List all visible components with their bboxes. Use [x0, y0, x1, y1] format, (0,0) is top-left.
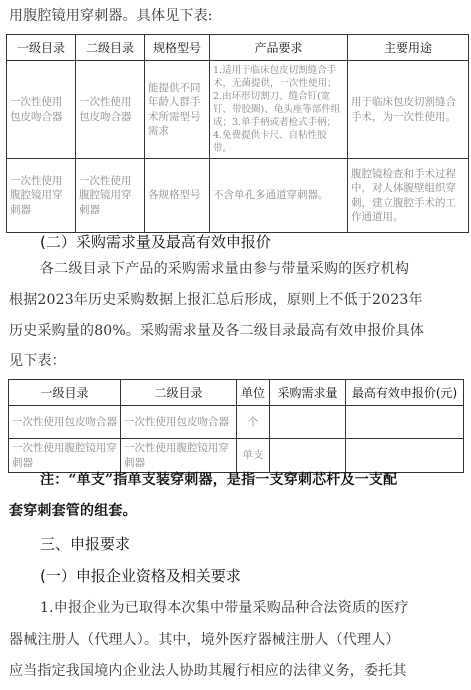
cell-unit: 个 — [237, 406, 270, 439]
header-level1: 一级目录 — [7, 35, 76, 61]
para1-line: 各二级目录下产品的采购需求量由参与带量采购的医疗机构 — [40, 261, 410, 277]
cell-level2: 一次性使用包皮吻合器 — [121, 406, 237, 439]
header-spec: 规格型号 — [145, 35, 210, 61]
cell-level1: 一次性使用包皮吻合器 — [7, 61, 76, 159]
header-usage: 主要用途 — [348, 35, 469, 61]
cell-unit: 单支 — [237, 439, 270, 473]
cell-max-price — [346, 406, 464, 439]
header-level2: 二级目录 — [121, 380, 237, 406]
price-table — [8, 379, 464, 473]
intro-line: 用腹腔镜用穿刺器。具体见下表: — [9, 8, 213, 24]
table-header-row — [7, 35, 469, 61]
product-table — [6, 34, 469, 233]
header-demand: 采购需求量 — [270, 380, 346, 406]
header-requirements: 产品要求 — [210, 35, 348, 61]
cell-level1: 一次性使用包皮吻合器 — [9, 406, 121, 439]
section2-heading: (二）采购需求量及最高有效申报价 — [40, 233, 271, 251]
table-row — [7, 159, 469, 233]
header-level2: 二级目录 — [76, 35, 145, 61]
cell-level1: 一次性使用腹腔镜用穿刺器 — [9, 439, 121, 473]
cell-level2: 一次性使用腹腔镜用穿刺器 — [76, 159, 145, 233]
note-line: 套穿刺套管的组套。 — [9, 503, 137, 519]
header-unit: 单位 — [237, 380, 270, 406]
para1-line: 历史采购量的80%。采购需求量及各二级目录最高有效申报价具体 — [9, 323, 425, 339]
cell-usage: 用于临床包皮切割缝合手术，为一次性使用。 — [348, 61, 469, 159]
cell-level1: 一次性使用腹腔镜用穿刺器 — [7, 159, 76, 233]
note-line: 注：“单支”指单支装穿刺器，是指一支穿刺芯杆及一支配 — [40, 472, 398, 488]
cell-level2: 一次性使用包皮吻合器 — [76, 61, 145, 159]
header-max-price: 最高有效申报价(元) — [346, 380, 464, 406]
cell-spec: 能提供不同年龄人群手术所需型号需求 — [145, 61, 210, 159]
cell-spec: 各规格型号 — [145, 159, 210, 233]
para1-line: 根据2023年历史采购数据上报汇总后形成，原则上不低于2023年 — [9, 292, 423, 308]
para2-line: 器械注册人（代理人）。其中，境外医疗器械注册人（代理人） — [9, 632, 400, 648]
para2-line: 应当指定我国境内企业法人协助其履行相应的法律义务，委托其 — [9, 663, 407, 679]
table-row — [9, 406, 464, 439]
cell-level2: 一次性使用腹腔镜用穿刺器 — [121, 439, 237, 473]
subsection1-heading: (一）申报企业资格及相关要求 — [40, 567, 241, 585]
cell-usage: 腹腔镜检查和手术过程中，对人体腹壁组织穿刺，建立腹腔手术的工作通道用。 — [348, 159, 469, 233]
cell-requirements: 不含单孔多通道穿刺器。 — [210, 159, 348, 233]
section3-heading: 三、申报要求 — [40, 535, 131, 553]
cell-demand — [270, 406, 346, 439]
header-level1: 一级目录 — [9, 380, 121, 406]
cell-requirements: 1.适用于临床包皮切割缝合手术，无菌提供，一次性使用；2.由环形切割刀、缝合钉(宽钉、带胶圈)、龟头座等部件组成；3.单手柄或者枪式手柄；4.免费提供卡尺、自粘性胶带。 — [210, 61, 348, 159]
table-header-row — [9, 380, 464, 406]
para2-line: 1.申报企业为已取得本次集中带量采购品种合法资质的医疗 — [40, 600, 409, 616]
table-row — [7, 61, 469, 159]
para1-line: 见下表： — [9, 353, 66, 369]
